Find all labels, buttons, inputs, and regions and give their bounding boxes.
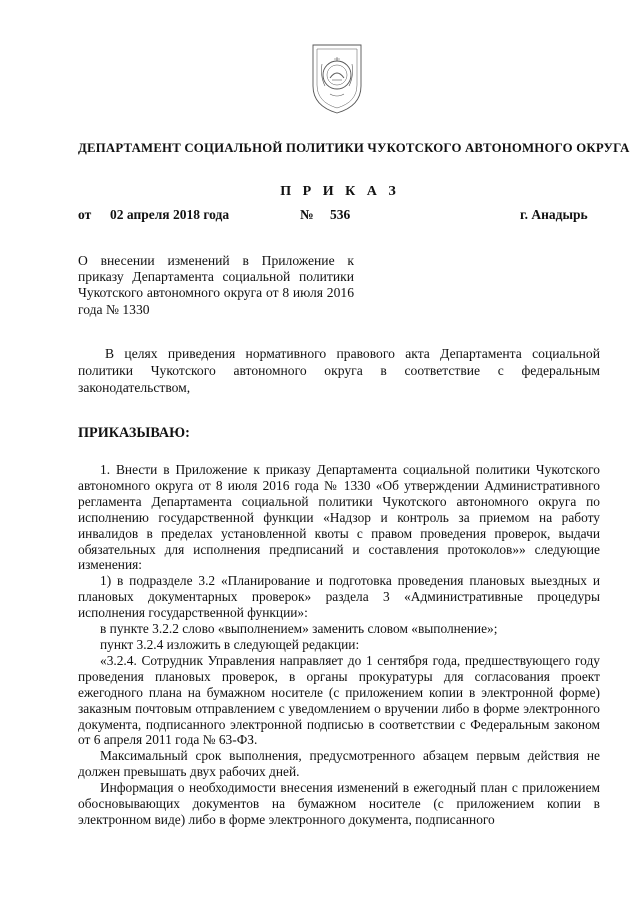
number-prefix: № <box>300 207 314 222</box>
department-name: ДЕПАРТАМЕНТ СОЦИАЛЬНОЙ ПОЛИТИКИ ЧУКОТСКОГО АВТОНОМНОГО ОКРУГА <box>78 141 630 155</box>
paragraph: Информация о необходимости внесения изменений в ежегодный план с приложением обосновывающих документов на бумажном носителе (с приложением копии в электронном виде) либо в форме электронного документа, подписанного <box>78 780 600 827</box>
order-body <box>78 462 600 828</box>
order-number: 536 <box>330 207 351 222</box>
order-title: П Р И К А З <box>280 184 400 199</box>
city: г. Анадырь <box>520 207 588 222</box>
order-word: ПРИКАЗЫВАЮ: <box>78 425 190 441</box>
paragraph: 1) в подразделе 3.2 «Планирование и подготовка проведения плановых выездных и плановых документарных проверок» раздела 3 «Административные процедуры исполнения государственной функции»: <box>78 573 600 621</box>
paragraph: 1. Внести в Приложение к приказу Департамента социальной политики Чукотского автономного округа от 8 июля 2016 года № 1330 «Об утверждении Административного регламента Департамента социальной политики Чукотского автономного округа по исполнению государственной функции «Надзор и контроль за приемом на работу инвалидов в пределах установленной квоты с правом проведения проверок, выдачи обязательных для исполнения предписаний и составления протоколов»» следующие изменения: <box>78 462 600 573</box>
paragraph: Максимальный срок выполнения, предусмотренного абзацем первым действия не должен превышать двух рабочих дней. <box>78 748 600 780</box>
preamble: В целях приведения нормативного правового акта Департамента социальной политики Чукотского автономного округа в соответствие с федеральным законодательством, <box>78 346 600 395</box>
paragraph: «3.2.4. Сотрудник Управления направляет до 1 сентября года, предшествующего году проведения плановых проверок, в органы прокуратуры для согласования проект ежегодного плана на бумажном носителе (с приложением копии в электронной форме) заказным почтовым отправлением с уведомлением о вручении либо в форме электронного документа, подписанного электронной подписью в соответствии с Федеральным законом от 6 апреля 2011 года № 63-ФЗ. <box>78 652 600 748</box>
date-prefix: от <box>78 207 92 222</box>
paragraph: пункт 3.2.4 изложить в следующей редакции: <box>100 636 360 652</box>
order-subject: О внесении изменений в Приложение к приказу Департамента социальной политики Чукотского автономного округа от 8 июля 2016 года № 1330 <box>78 253 354 317</box>
paragraph: в пункте 3.2.2 слово «выполнением» заменить словом «выполнение»; <box>100 621 498 637</box>
order-date: 02 апреля 2018 года <box>110 207 230 222</box>
coat-of-arms-icon <box>310 42 364 116</box>
